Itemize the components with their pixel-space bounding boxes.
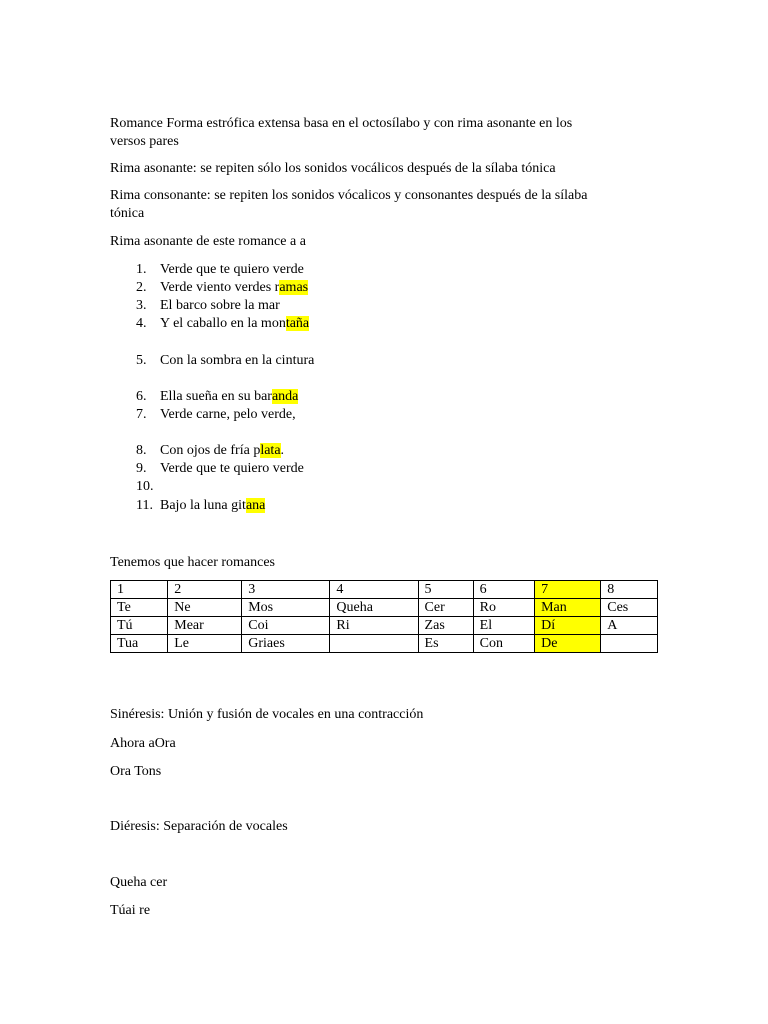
table-cell: Mear: [168, 617, 242, 635]
table-cell: Cer: [418, 599, 473, 617]
poem-line-number: 9.: [136, 461, 147, 476]
rima-consonante-definition-line2: tónica: [110, 206, 145, 221]
poem-line-number: 4.: [136, 316, 147, 331]
dieresis-example-1: Queha cer: [110, 875, 168, 890]
table-cell: Coi: [242, 617, 330, 635]
poem-line-text: Verde carne, pelo verde,: [160, 407, 296, 422]
poem-line: [136, 478, 160, 496]
table-cell-highlighted: Dí: [535, 617, 601, 635]
poem-line: [136, 442, 284, 460]
poem-line-trailing: .: [280, 443, 285, 458]
poem-line: [136, 497, 265, 515]
table-cell: Griaes: [242, 635, 330, 653]
dieresis-definition: Diéresis: Separación de vocales: [110, 819, 288, 834]
rhyme-highlight: anda: [271, 389, 299, 404]
poem-line-number: 3.: [136, 298, 147, 313]
table-cell: Queha: [330, 599, 418, 617]
poem-line: [136, 315, 309, 333]
rhyme-highlight: taña: [285, 316, 310, 331]
poem-line-text: Verde que te quiero verde: [160, 262, 304, 277]
table-cell: Ri: [330, 617, 418, 635]
poem-line-number: 6.: [136, 389, 147, 404]
rima-consonante-definition-line1: Rima consonante: se repiten los sonidos vócalicos y consonantes después de la sílaba: [110, 188, 588, 203]
romance-definition-line2: versos pares: [110, 134, 179, 149]
poem-line-number: 10.: [136, 479, 154, 494]
table-row: [111, 599, 658, 617]
table-cell: 5: [418, 581, 473, 599]
rhyme-highlight: lata: [260, 443, 281, 458]
table-cell: 3: [242, 581, 330, 599]
table-cell: Ne: [168, 599, 242, 617]
romance-definition-line1: Romance Forma estrófica extensa basa en el octosílabo y con rima asonante en los: [110, 116, 573, 131]
dieresis-example-2: Túai re: [110, 903, 151, 918]
rhyme-highlight: ana: [245, 498, 266, 513]
table-cell: Te: [111, 599, 168, 617]
poem-line: [136, 297, 280, 315]
poem-line-number: 11.: [136, 498, 153, 513]
poem-line: [136, 261, 304, 279]
poem-line-text: Verde viento verdes r: [160, 280, 280, 295]
table-cell: Es: [418, 635, 473, 653]
table-cell: Ces: [601, 599, 658, 617]
poem-line: [136, 388, 298, 406]
poem-line-number: 2.: [136, 280, 147, 295]
sineresis-example-2: Ora Tons: [110, 764, 162, 779]
table-cell: [330, 635, 418, 653]
poem-line: [136, 279, 308, 297]
table-title: Tenemos que hacer romances: [110, 555, 275, 570]
table-cell: 4: [330, 581, 418, 599]
poem-line-number: 7.: [136, 407, 147, 422]
sineresis-definition: Sinéresis: Unión y fusión de vocales en una contracción: [110, 707, 424, 722]
table-cell: A: [601, 617, 658, 635]
table-cell-highlighted: De: [535, 635, 601, 653]
poem-line-text: Con la sombra en la cintura: [160, 353, 315, 368]
table-cell: Ro: [473, 599, 534, 617]
poem-line-text: Con ojos de fría p: [160, 443, 261, 458]
table-cell: Con: [473, 635, 534, 653]
table-cell: Zas: [418, 617, 473, 635]
poem-line-text: Y el caballo en la mon: [160, 316, 286, 331]
poem-line: [136, 460, 304, 478]
poem-line-text: Bajo la luna git: [160, 498, 246, 513]
table-cell: Mos: [242, 599, 330, 617]
table-cell: 2: [168, 581, 242, 599]
table-row: [111, 617, 658, 635]
table-cell: Tú: [111, 617, 168, 635]
table-cell: 1: [111, 581, 168, 599]
poem-line-text: El barco sobre la mar: [160, 298, 280, 313]
table-cell-highlighted: Man: [535, 599, 601, 617]
poem-line: [136, 406, 296, 424]
romance-rhyme-note: Rima asonante de este romance a a: [110, 234, 306, 249]
poem-line: [136, 352, 314, 370]
table-cell: 8: [601, 581, 658, 599]
table-cell: 6: [473, 581, 534, 599]
poem-line-text: Verde que te quiero verde: [160, 461, 304, 476]
table-row: [111, 635, 658, 653]
table-cell: Tua: [111, 635, 168, 653]
table-cell: Le: [168, 635, 242, 653]
table-cell-highlighted: 7: [535, 581, 601, 599]
table-cell: El: [473, 617, 534, 635]
poem-line-number: 5.: [136, 353, 147, 368]
table-cell: [601, 635, 658, 653]
poem-line-text: Ella sueña en su bar: [160, 389, 272, 404]
poem-line-number: 1.: [136, 262, 147, 277]
syllable-table: [110, 580, 658, 653]
sineresis-example-1: Ahora aOra: [110, 736, 176, 751]
table-row: [111, 581, 658, 599]
poem-line-number: 8.: [136, 443, 147, 458]
rhyme-highlight: amas: [279, 280, 309, 295]
rima-asonante-definition: Rima asonante: se repiten sólo los sonidos vocálicos después de la sílaba tónica: [110, 161, 556, 176]
